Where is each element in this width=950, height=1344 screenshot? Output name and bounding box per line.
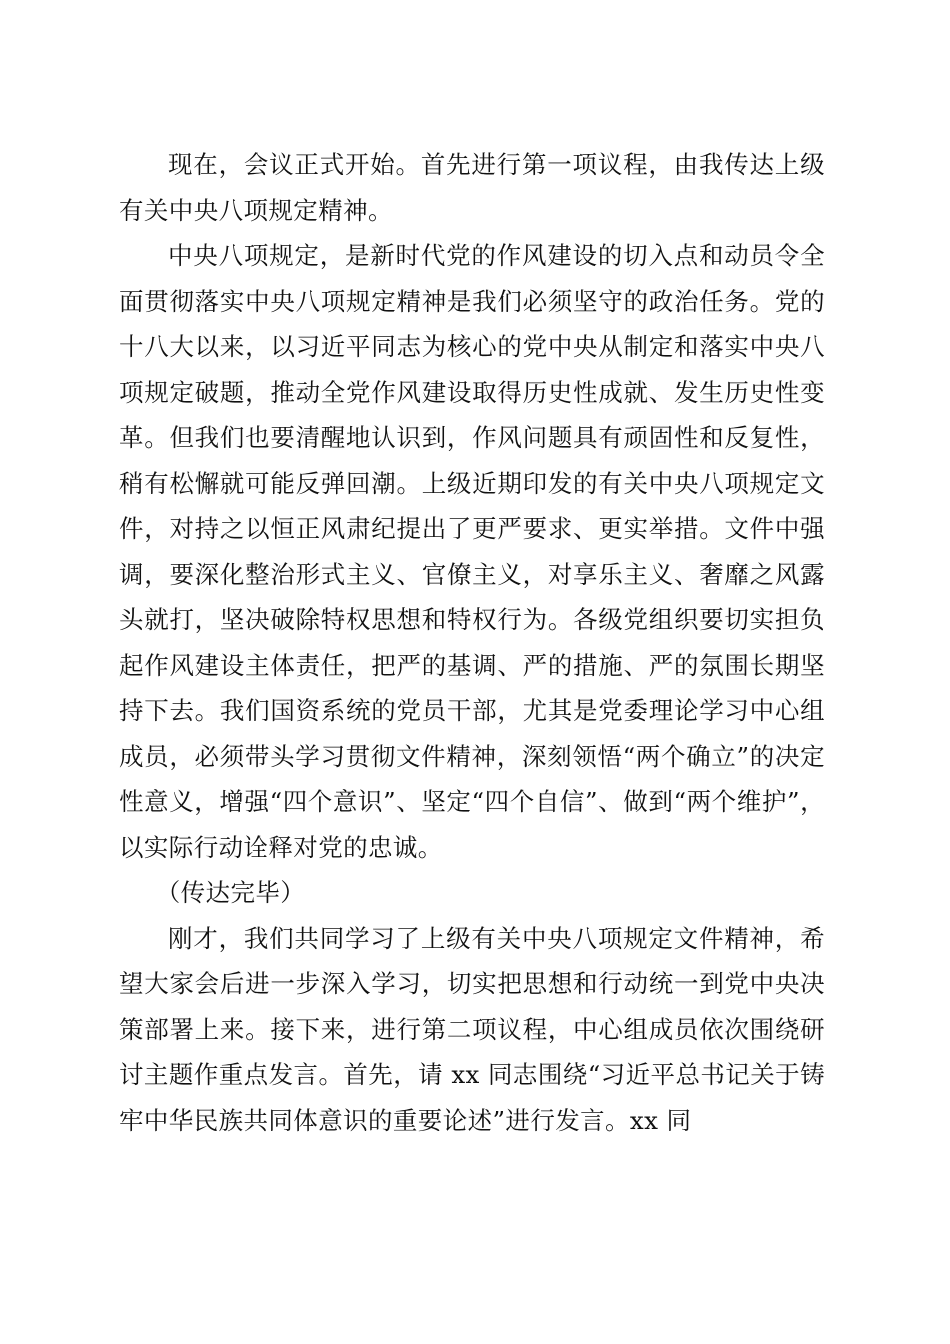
paragraph-opening: 现在，会议正式开始。首先进行第一项议程，由我传达上级有关中央八项规定精神。 — [119, 150, 825, 225]
paragraph-closing: 刚才，我们共同学习了上级有关中央八项规定文件精神，希望大家会后进一步深入学习，切实把思想和行动统一到党中央决策部署上来。接下来，进行第二项议程，中心组成员依次围绕研讨主题作重点发言。首先，请 xx 同志围绕“习近平总书记关于铸牢中华民族共同体意识的重要论述”进行发言。xx 同 — [119, 923, 825, 1135]
transmission-complete-note: （传达完毕） — [155, 878, 306, 907]
document-body — [119, 142, 825, 1143]
paragraph-eight-regulations: 中央八项规定，是新时代党的作风建设的切入点和动员令全面贯彻落实中央八项规定精神是我们必须坚守的政治任务。党的十八大以来，以习近平同志为核心的党中央从制定和落实中央八项规定破题，推动全党作风建设取得历史性成就、发生历史性变革。但我们也要清醒地认识到，作风问题具有顽固性和反复性，稍有松懈就可能反弹回潮。上级近期印发的有关中央八项规定文件，对持之以恒正风肃纪提出了更严要求、更实举措。文件中强调，要深化整治形式主义、官僚主义，对享乐主义、奢靡之风露头就打，坚决破除特权思想和特权行为。各级党组织要切实担负起作风建设主体责任，把严的基调、严的措施、严的氛围长期坚持下去。我们国资系统的党员干部，尤其是党委理论学习中心组成员，必须带头学习贯彻文件精神，深刻领悟“两个确立”的决定性意义，增强“四个意识”、坚定“四个自信”、做到“两个维护”，以实际行动诠释对党的忠诚。 — [119, 241, 825, 862]
